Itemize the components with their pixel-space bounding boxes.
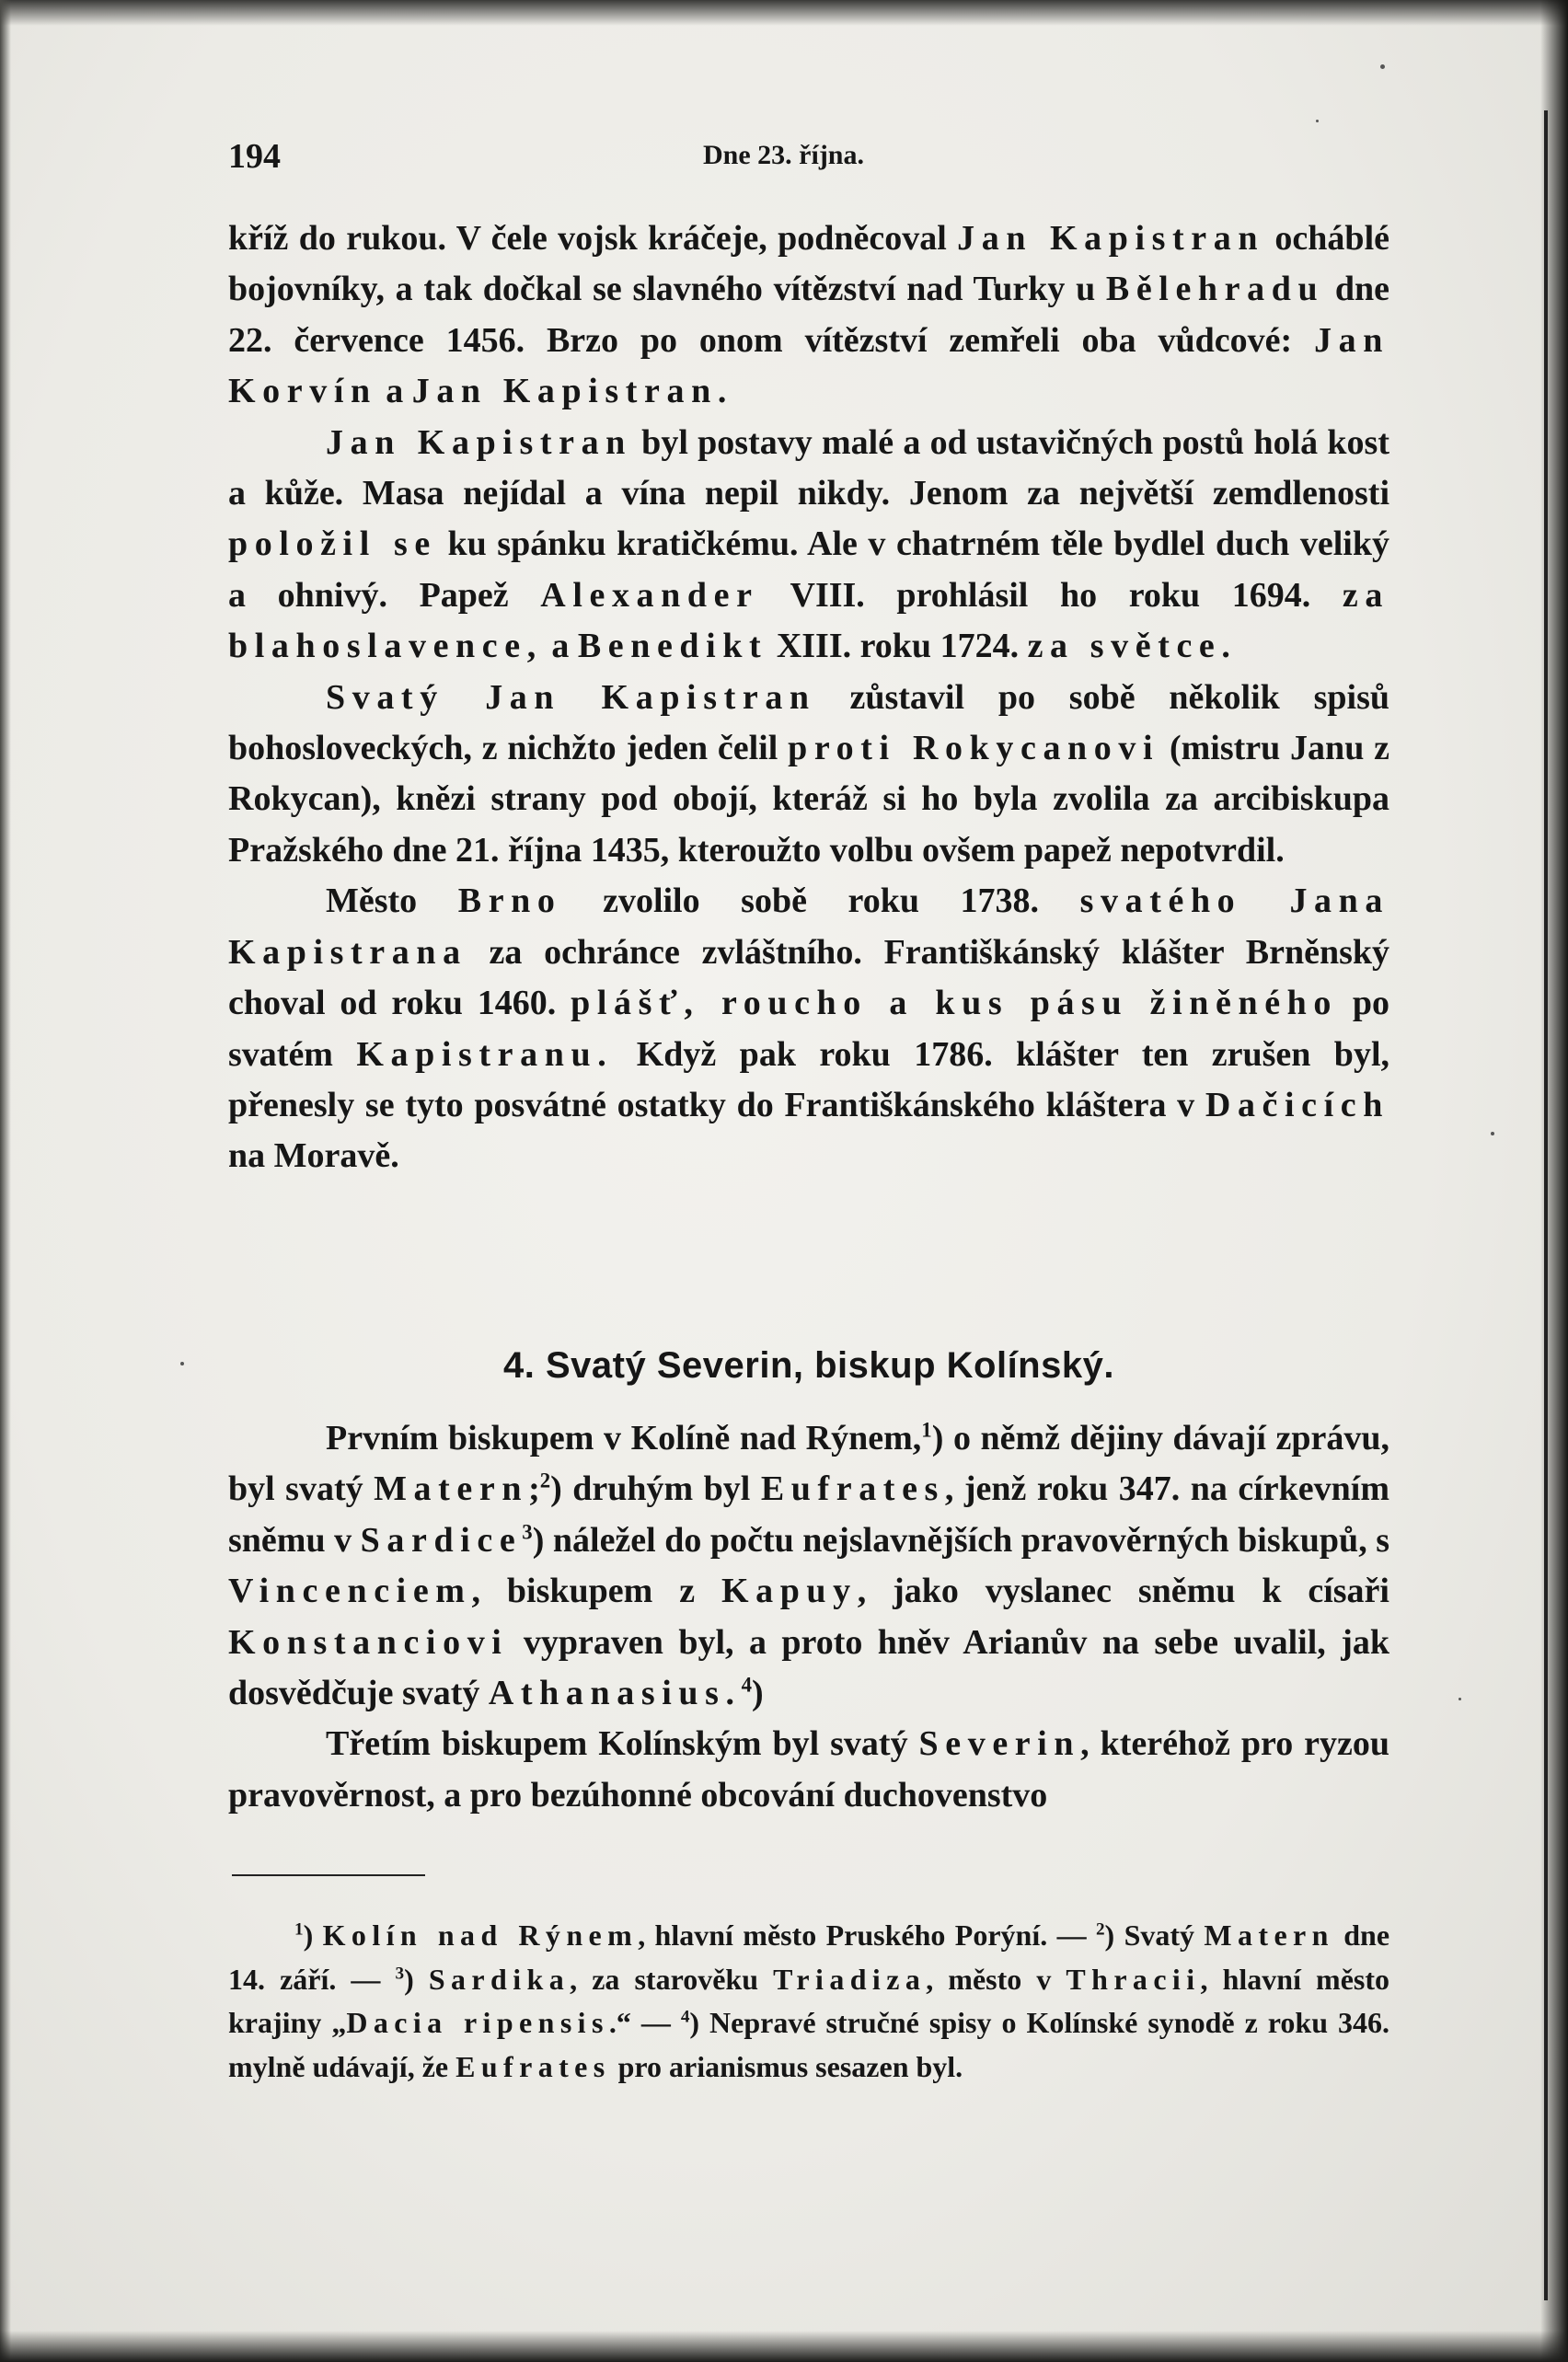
- page-edge-top: [0, 0, 1568, 26]
- text-run: , biskupem z: [471, 1572, 721, 1611]
- dust-speck: [1380, 64, 1385, 69]
- text-run: VIII. prohlásil ho roku 1694.: [758, 575, 1343, 615]
- text-run: ) náležel do počtu nejslavnějších pravověrných biskupů, s: [532, 1520, 1390, 1560]
- text-run: , hlavní město krajiny „: [228, 1962, 1390, 2039]
- text-run: ): [303, 1918, 323, 1952]
- text-run: ocháblé bojovníky, a tak dočkal se slavného vítězství nad Turky u: [228, 219, 1389, 309]
- spaced-name: Benedikt: [577, 627, 768, 666]
- text-run: zvolilo sobě roku 1738.: [561, 881, 1080, 921]
- page-number: 194: [228, 137, 281, 176]
- text-run: Město: [326, 881, 458, 921]
- spaced-name: Brno: [457, 881, 562, 921]
- spaced-phrase: za blahoslavence,: [228, 575, 1389, 666]
- text-run: ): [404, 1962, 429, 1996]
- section-heading: 4. Svatý Severin, biskup Kolínský.: [503, 1345, 1114, 1386]
- spaced-name: Triadiza: [773, 1962, 927, 1996]
- paragraph: [228, 213, 1389, 418]
- spaced-phrase: za světce.: [1027, 627, 1238, 666]
- paragraph: [228, 876, 1389, 1181]
- spaced-name: Matern: [1204, 1918, 1334, 1952]
- spaced-name: Jan Kapistran.: [411, 372, 733, 411]
- spaced-name: Athanasius.: [488, 1674, 742, 1713]
- text-run: ) Svatý: [1104, 1918, 1205, 1952]
- spaced-name: Konstanciovi: [228, 1622, 509, 1662]
- text-run: , jenž roku 347. na církevním sněmu v: [228, 1469, 1389, 1560]
- page-edge-left: [0, 0, 11, 2362]
- paragraph: [228, 418, 1389, 673]
- paragraph: [228, 673, 1389, 877]
- spaced-name: Sardika: [428, 1962, 571, 1996]
- text-run: kříž do rukou. V čele vojsk kráčeje, podněcoval: [228, 219, 958, 258]
- spaced-name: Vincenciem: [228, 1572, 472, 1611]
- text-run: ) o němž dějiny dávají zprávu, byl svatý: [228, 1419, 1389, 1509]
- binding-line: [1544, 110, 1548, 2300]
- spaced-name: Jan Korvín: [228, 320, 1389, 411]
- footnote-number: 3: [395, 1963, 405, 1983]
- spaced-name: Svatý Jan Kapistran: [326, 677, 816, 717]
- text-run: pro arianismus sesazen byl.: [610, 2049, 963, 2083]
- footnote-ref: 1: [921, 1418, 932, 1442]
- text-run: , jako vyslanec sněmu k císaři: [857, 1572, 1389, 1611]
- text-run: na Moravě.: [228, 1136, 399, 1176]
- text-run: , město v: [926, 1962, 1066, 1996]
- spaced-name: Bělehradu: [1105, 270, 1325, 309]
- text-run: a: [542, 627, 578, 666]
- running-title: Dne 23. října.: [703, 140, 864, 170]
- spaced-name: Kolín nad Rýnem: [322, 1918, 639, 1952]
- text-run: XIII. roku 1724.: [767, 627, 1028, 666]
- text-run: Třetím biskupem Kolínským byl svatý: [326, 1724, 919, 1764]
- text-run: zůstavil po sobě několik spisů bohosloveckých, z nichžto jeden čelil: [228, 677, 1390, 768]
- text-run: dne 22. července 1456. Brzo po onom vítězství zemřeli oba vůdcové:: [228, 270, 1389, 360]
- paragraph: [228, 1413, 1389, 1719]
- text-run: a: [376, 372, 412, 411]
- footnote-divider: [232, 1874, 425, 1876]
- text-run: ) Nepravé stručné spisy o Kolínské synodě z roku 346. mylně udávají, že: [228, 2006, 1390, 2083]
- dust-speck: [1458, 1698, 1461, 1700]
- page-edge-bottom: [0, 2331, 1568, 2362]
- text-run: po svatém: [228, 984, 1389, 1074]
- footnote-number: 1: [294, 1919, 304, 1940]
- text-run: ): [752, 1674, 764, 1713]
- text-run: , hlavní město Pruského Porýní. —: [638, 1918, 1096, 1952]
- section-text: [228, 1413, 1389, 1821]
- text-run: vypraven byl, a proto hněv Arianův na sebe uvalil, jak dosvědčuje svatý: [228, 1622, 1389, 1713]
- dust-speck: [1491, 1132, 1494, 1135]
- text-run: ) druhým byl: [550, 1469, 761, 1509]
- dust-speck: [1316, 120, 1319, 122]
- spaced-name: Alexander: [540, 575, 759, 615]
- text-run: za ochránce zvláštního. Františkánský klášter Brněnský choval od roku 1460.: [228, 932, 1389, 1023]
- text-run: Když pak roku 1786. klášter ten zrušen byl, přenesly se tyto posvátné ostatky do Františkánského kláštera v: [228, 1034, 1390, 1124]
- spaced-name: Dačicích: [1205, 1085, 1389, 1124]
- spaced-phrase: proti Rokycanovi: [788, 729, 1160, 768]
- text-run: , kteréhož pro ryzou pravověrnost, a pro bezúhonné obcování duchovenstvo: [228, 1724, 1389, 1815]
- footnote-ref: 3: [522, 1520, 533, 1544]
- text-run: .“ —: [608, 2006, 681, 2039]
- footnote-number: 2: [1095, 1919, 1105, 1940]
- text-run: (mistru Janu z Rokycan), knězi strany pod obojí, kteráž si ho byla zvolila za arcibiskupa Pražského dne 21. října 1435, kteroužto volbu ovšem papež nepotvrdil.: [228, 729, 1389, 870]
- spaced-name: Kapuy: [721, 1572, 858, 1611]
- paragraph: [228, 1719, 1389, 1821]
- dust-speck: [180, 1362, 184, 1365]
- spaced-name: Sardice: [360, 1520, 523, 1560]
- text-run: Prvním biskupem v Kolíně nad Rýnem,: [326, 1419, 922, 1458]
- spaced-name: Jan Kapistran: [326, 422, 632, 462]
- spaced-name: Eufrates: [760, 1469, 945, 1509]
- text-run: dne 14. září. —: [228, 1918, 1390, 1996]
- text-run: , za starověku: [570, 1962, 774, 1996]
- spaced-phrase: plášť, roucho a kus pásu žiněného: [571, 984, 1338, 1023]
- text-run: ku spánku kratičkému. Ale v chatrném těle bydlel duch veliký a ohnivý. Papež: [228, 524, 1389, 615]
- spaced-name: Jan Kapistran: [957, 219, 1265, 258]
- spaced-name: Dacia ripensis: [346, 2006, 609, 2039]
- main-text: [228, 213, 1389, 1182]
- spaced-name: Severin: [918, 1724, 1081, 1764]
- spaced-name: svatého Jana Kapistrana: [228, 881, 1389, 972]
- footnote-ref: 2: [539, 1469, 551, 1492]
- text-run: ;: [528, 1469, 540, 1509]
- text-run: byl postavy malé a od ustavičných postů holá kost a kůže. Masa nejídal a vína nepil nikdy. Jenom za největší zemdlenosti: [228, 422, 1389, 513]
- spaced-name: Matern: [374, 1469, 529, 1509]
- footnote-ref: 4: [741, 1673, 753, 1697]
- footnote-number: 4: [680, 2007, 690, 2027]
- page-header: [228, 136, 1389, 182]
- spaced-name: Kapistranu.: [356, 1034, 614, 1074]
- spaced-phrase: položil se: [228, 524, 437, 564]
- spaced-name: Eufrates: [455, 2049, 611, 2083]
- footnotes: [228, 1914, 1389, 2089]
- spaced-name: Thracii: [1066, 1962, 1201, 1996]
